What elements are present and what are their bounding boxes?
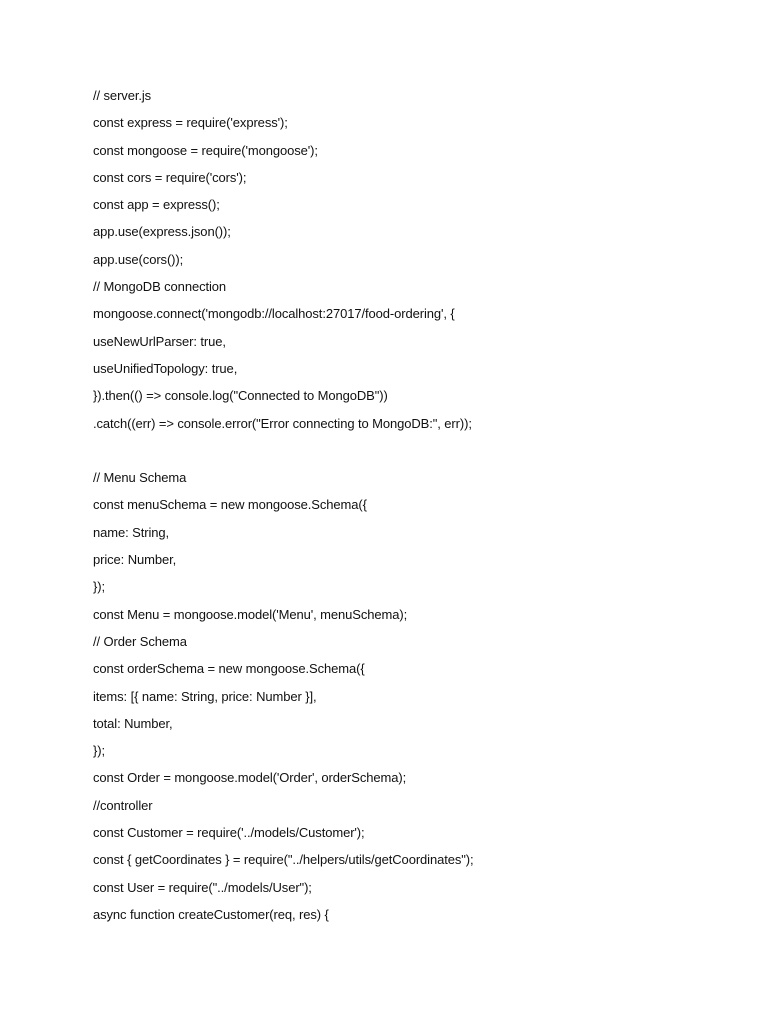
code-line: items: [{ name: String, price: Number }], [93, 688, 317, 704]
code-line: const Menu = mongoose.model('Menu', menuSchema); [93, 606, 408, 622]
code-line: total: Number, [93, 715, 173, 731]
code-line: mongoose.connect('mongodb://localhost:27017/food-ordering', { [93, 306, 455, 322]
code-line: useUnifiedTopology: true, [93, 360, 238, 376]
code-text-block [93, 86, 733, 932]
code-line: async function createCustomer(req, res) { [93, 906, 329, 922]
code-line: const express = require('express'); [93, 115, 288, 131]
code-line: const app = express(); [93, 197, 220, 213]
code-line: const menuSchema = new mongoose.Schema({ [93, 497, 367, 513]
code-line: const mongoose = require('mongoose'); [93, 142, 318, 158]
code-line: // MongoDB connection [93, 279, 227, 295]
code-line: .catch((err) => console.error("Error connecting to MongoDB:", err)); [93, 415, 472, 431]
code-line: }); [93, 743, 105, 759]
code-line: const User = require("../models/User"); [93, 879, 312, 895]
code-line: const Customer = require('../models/Customer'); [93, 825, 365, 841]
code-line: const orderSchema = new mongoose.Schema({ [93, 661, 365, 677]
code-line: const Order = mongoose.model('Order', orderSchema); [93, 770, 407, 786]
code-line: const cors = require('cors'); [93, 169, 247, 185]
code-line: const { getCoordinates } = require("../helpers/utils/getCoordinates"); [93, 852, 474, 868]
code-line: }); [93, 579, 105, 595]
code-line: app.use(express.json()); [93, 224, 231, 240]
code-line: price: Number, [93, 552, 177, 568]
code-line: // Menu Schema [93, 470, 187, 486]
code-line: name: String, [93, 524, 170, 540]
code-line: //controller [93, 797, 153, 813]
code-line: // Order Schema [93, 633, 187, 649]
code-line: }).then(() => console.log("Connected to MongoDB")) [93, 388, 388, 404]
code-line: useNewUrlParser: true, [93, 333, 226, 349]
code-line: // server.js [93, 88, 152, 103]
blank-line [93, 441, 733, 468]
code-line: app.use(cors()); [93, 251, 184, 267]
